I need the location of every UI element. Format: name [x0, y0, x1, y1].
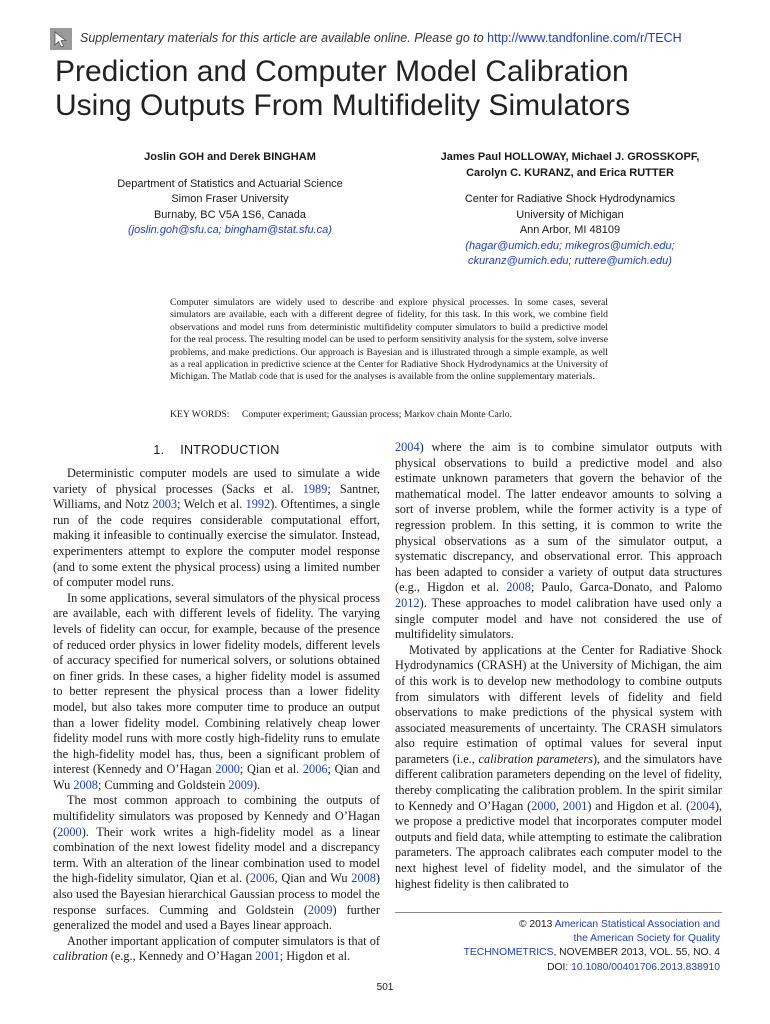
affiliation-line: Ann Arbor, MI 48109 — [519, 224, 621, 236]
citation-link[interactable]: 1989 — [302, 481, 328, 496]
title-line-2: Using Outputs From Multifidelity Simulators — [55, 89, 631, 122]
footnote-rule — [395, 912, 722, 913]
copyright-block — [400, 918, 720, 975]
paragraph: Deterministic computer models are used to simulate a wide variety of physical processes (Sacks et al. 1989; Santner, Williams, and Notz 2003; Welch et al. 1992). Oftentimes, a single run of the code requires considerable computational effort, making it infeasible to continually exercise the simulator. Instead, experimenters attempt to explore the computer model response (and to some extent the physical process) using a limited number of computer model runs. — [53, 466, 381, 590]
section-number: 1. — [153, 443, 165, 457]
citation-link[interactable]: 2012 — [395, 595, 420, 610]
doi-line — [400, 961, 720, 975]
author-emails-right-line1[interactable]: (hagar@umich.edu; mikegros@umich.edu; — [465, 239, 675, 252]
abstract: Computer simulators are widely used to describe and explore physical processes. In some cases, several simulators are available, each with a different degree of fidelity, for this task. In this work, we combine field observations and model runs from deterministic multifidelity computer simulators to build a predictive model for the real process. The resulting model can be used to perform sensitivity analysis for the system, solve inverse problems, and make predictions. Our approach is Bayesian and is illustrated through a simple example, as well as a real application in predictive science at the Center for Radiative Shock Hydrodynamics at the University of Michigan. The Matlab code that is used for the analyses is available from the online supplementary materials. — [170, 297, 608, 383]
citation-link[interactable]: 2004 — [690, 798, 715, 813]
page-number: 501 — [376, 982, 394, 993]
citation-link[interactable]: 2008 — [351, 871, 376, 886]
journal-link[interactable]: TECHNOMETRICS — [463, 947, 554, 959]
copyright-prefix: © 2013 — [518, 919, 553, 930]
citation-link[interactable]: 2001 — [255, 949, 280, 964]
copyright-line-1 — [400, 918, 720, 932]
citation-link[interactable]: 2008 — [73, 777, 98, 792]
title-line-1: Prediction and Computer Model Calibration — [55, 55, 629, 88]
citation-link[interactable]: 2003 — [152, 497, 178, 512]
keywords-text: Computer experiment; Gaussian process; Markov chain Monte Carlo. — [241, 409, 513, 420]
section-title: INTRODUCTION — [180, 443, 280, 457]
citation-link[interactable]: 2008 — [506, 580, 531, 595]
supplementary-link[interactable]: http://www.tandfonline.com/r/TECH — [487, 31, 682, 45]
citation-link[interactable]: 2004 — [395, 440, 420, 454]
society-link[interactable]: American Statistical Association and — [554, 919, 720, 930]
paragraph: Another important application of computer simulators is that of calibration (e.g., Kennedy and O’Hagan 2001; Higdon et al. — [53, 933, 380, 964]
citation-link[interactable]: 2000 — [215, 762, 240, 777]
keywords — [170, 409, 512, 420]
citation-link[interactable]: 2006 — [249, 871, 275, 886]
journal-issue: , NOVEMBER 2013, VOL. 55, NO. 4 — [553, 947, 720, 959]
author-names-right-line2: Carolyn C. KURANZ, and Erica RUTTER — [466, 166, 674, 179]
supplementary-text: Supplementary materials for this article are available online. Please go to — [80, 31, 484, 45]
body-column-left — [53, 466, 380, 965]
mouse-pointer-icon — [50, 28, 72, 50]
affiliation-right — [405, 192, 735, 270]
author-names-left: Joslin GOH and Derek BINGHAM — [144, 151, 316, 163]
citation-link[interactable]: 2001 — [562, 798, 588, 813]
paragraph: The most common approach to combining the outputs of multifidelity simulators was proposed by Kennedy and O’Hagan (2000). Their work writes a high-fidelity model as a linear combination of the next lowest fidelity model and a discrepancy term. With an alteration of the linear combination used to model the high-fidelity simulator, Qian et al. (2006, Qian and Wu 2008) also used the Bayesian hierarchical Gaussian process to model the response surfaces. Cumming and Goldstein (2009) further generalized the model and used a Bayes linear approach. — [53, 793, 380, 933]
doi-link[interactable]: 10.1080/00401706.2013.838910 — [571, 961, 720, 973]
author-names-right-line1: James Paul HOLLOWAY, Michael J. GROSSKOPF, — [440, 151, 700, 163]
author-block-right — [405, 150, 735, 270]
citation-link[interactable]: 2009 — [228, 777, 254, 792]
citation-link[interactable]: 1992 — [245, 497, 271, 512]
affiliation-line: Department of Statistics and Actuarial Science — [117, 177, 343, 190]
doi-label: DOI: — [547, 961, 569, 973]
citation-link[interactable]: 2006 — [302, 762, 328, 777]
paragraph: 2004) where the aim is to combine simulator outputs with physical observations to build a predictive model and also estimate unknown parameters that govern the behavior of the mathematical model. The latter endeavor amounts to solving a sort of inverse problem, while the former activity is a type of regression problem. In this setting, it is common to write the physical observations as a sum of the simulator output, a systematic discrepancy, and observational error. This approach has been adapted to consider a variety of output data structures (e.g., Higdon et al. 2008; Paulo, Garca-Donato, and Palomo 2012). These approaches to model calibration have used only a single computer model and have not considered the use of multifidelity simulators. — [395, 440, 722, 642]
citation-link[interactable]: 2000 — [531, 798, 556, 813]
body-column-right — [395, 440, 722, 892]
affiliation-line: Center for Radiative Shock Hydrodynamics — [464, 193, 676, 205]
affiliation-line: Simon Fraser University — [171, 193, 289, 205]
keywords-label: KEY WORDS: — [170, 409, 230, 420]
author-emails-left[interactable]: (joslin.goh@sfu.ca; bingham@stat.sfu.ca) — [128, 224, 332, 236]
paragraph: In some applications, several simulators of the physical process are available, each with different levels of fidelity. The varying levels of fidelity can occur, for example, because of the presence of reduced order physics in lower fidelity models, different levels of accuracy specified for numerical solvers, or solutions obtained on finer grids. In these cases, a higher fidelity model is assumed to better represent the physical process than a lower fidelity model, but also takes more computer time to produce an output than a lower fidelity model. Combining relatively cheap lower fidelity model runs with more costly high-fidelity runs to emulate the high-fidelity model has, thus, been a significant problem of interest (Kennedy and O’Hagan 2000; Qian et al. 2006; Qian and Wu 2008; Cumming and Goldstein 2009). — [53, 590, 380, 792]
section-heading — [53, 443, 380, 457]
society-link-line-2[interactable]: the American Society for Quality — [573, 933, 720, 945]
citation-link[interactable]: 2009 — [307, 902, 333, 917]
article-title — [55, 55, 735, 123]
author-emails-right-line2[interactable]: ckuranz@umich.edu; ruttere@umich.edu) — [468, 255, 672, 267]
supplementary-banner — [50, 28, 710, 50]
paragraph: Motivated by applications at the Center for Radiative Shock Hydrodynamics (CRASH) at the University of Michigan, the aim of this work is to develop new methodology to combine outputs from simulators with different levels of fidelity and field observations to make predictions of the physical system with associated measurements of uncertainty. The CRASH simulators also require estimation of optimal values for several input parameters (i.e., calibration parameters), and the simulators have different calibration parameters depending on the level of fidelity, thereby complicating the calibration problem. In the spirit similar to Kennedy and O’Hagan (2000, 2001) and Higdon et al. (2004), we propose a predictive model that incorporates computer model outputs and field data, while attempting to estimate the calibration parameters. The approach calibrates each computer model to the next highest level of fidelity model, and the simulator of the highest fidelity is then calibrated to — [395, 642, 722, 891]
journal-line — [400, 946, 720, 960]
author-block-left — [60, 150, 400, 239]
affiliation-line: University of Michigan — [516, 208, 624, 221]
citation-link[interactable]: 2000 — [57, 824, 82, 839]
affiliation-line: Burnaby, BC V5A 1S6, Canada — [153, 208, 307, 221]
affiliation-left — [60, 177, 400, 239]
